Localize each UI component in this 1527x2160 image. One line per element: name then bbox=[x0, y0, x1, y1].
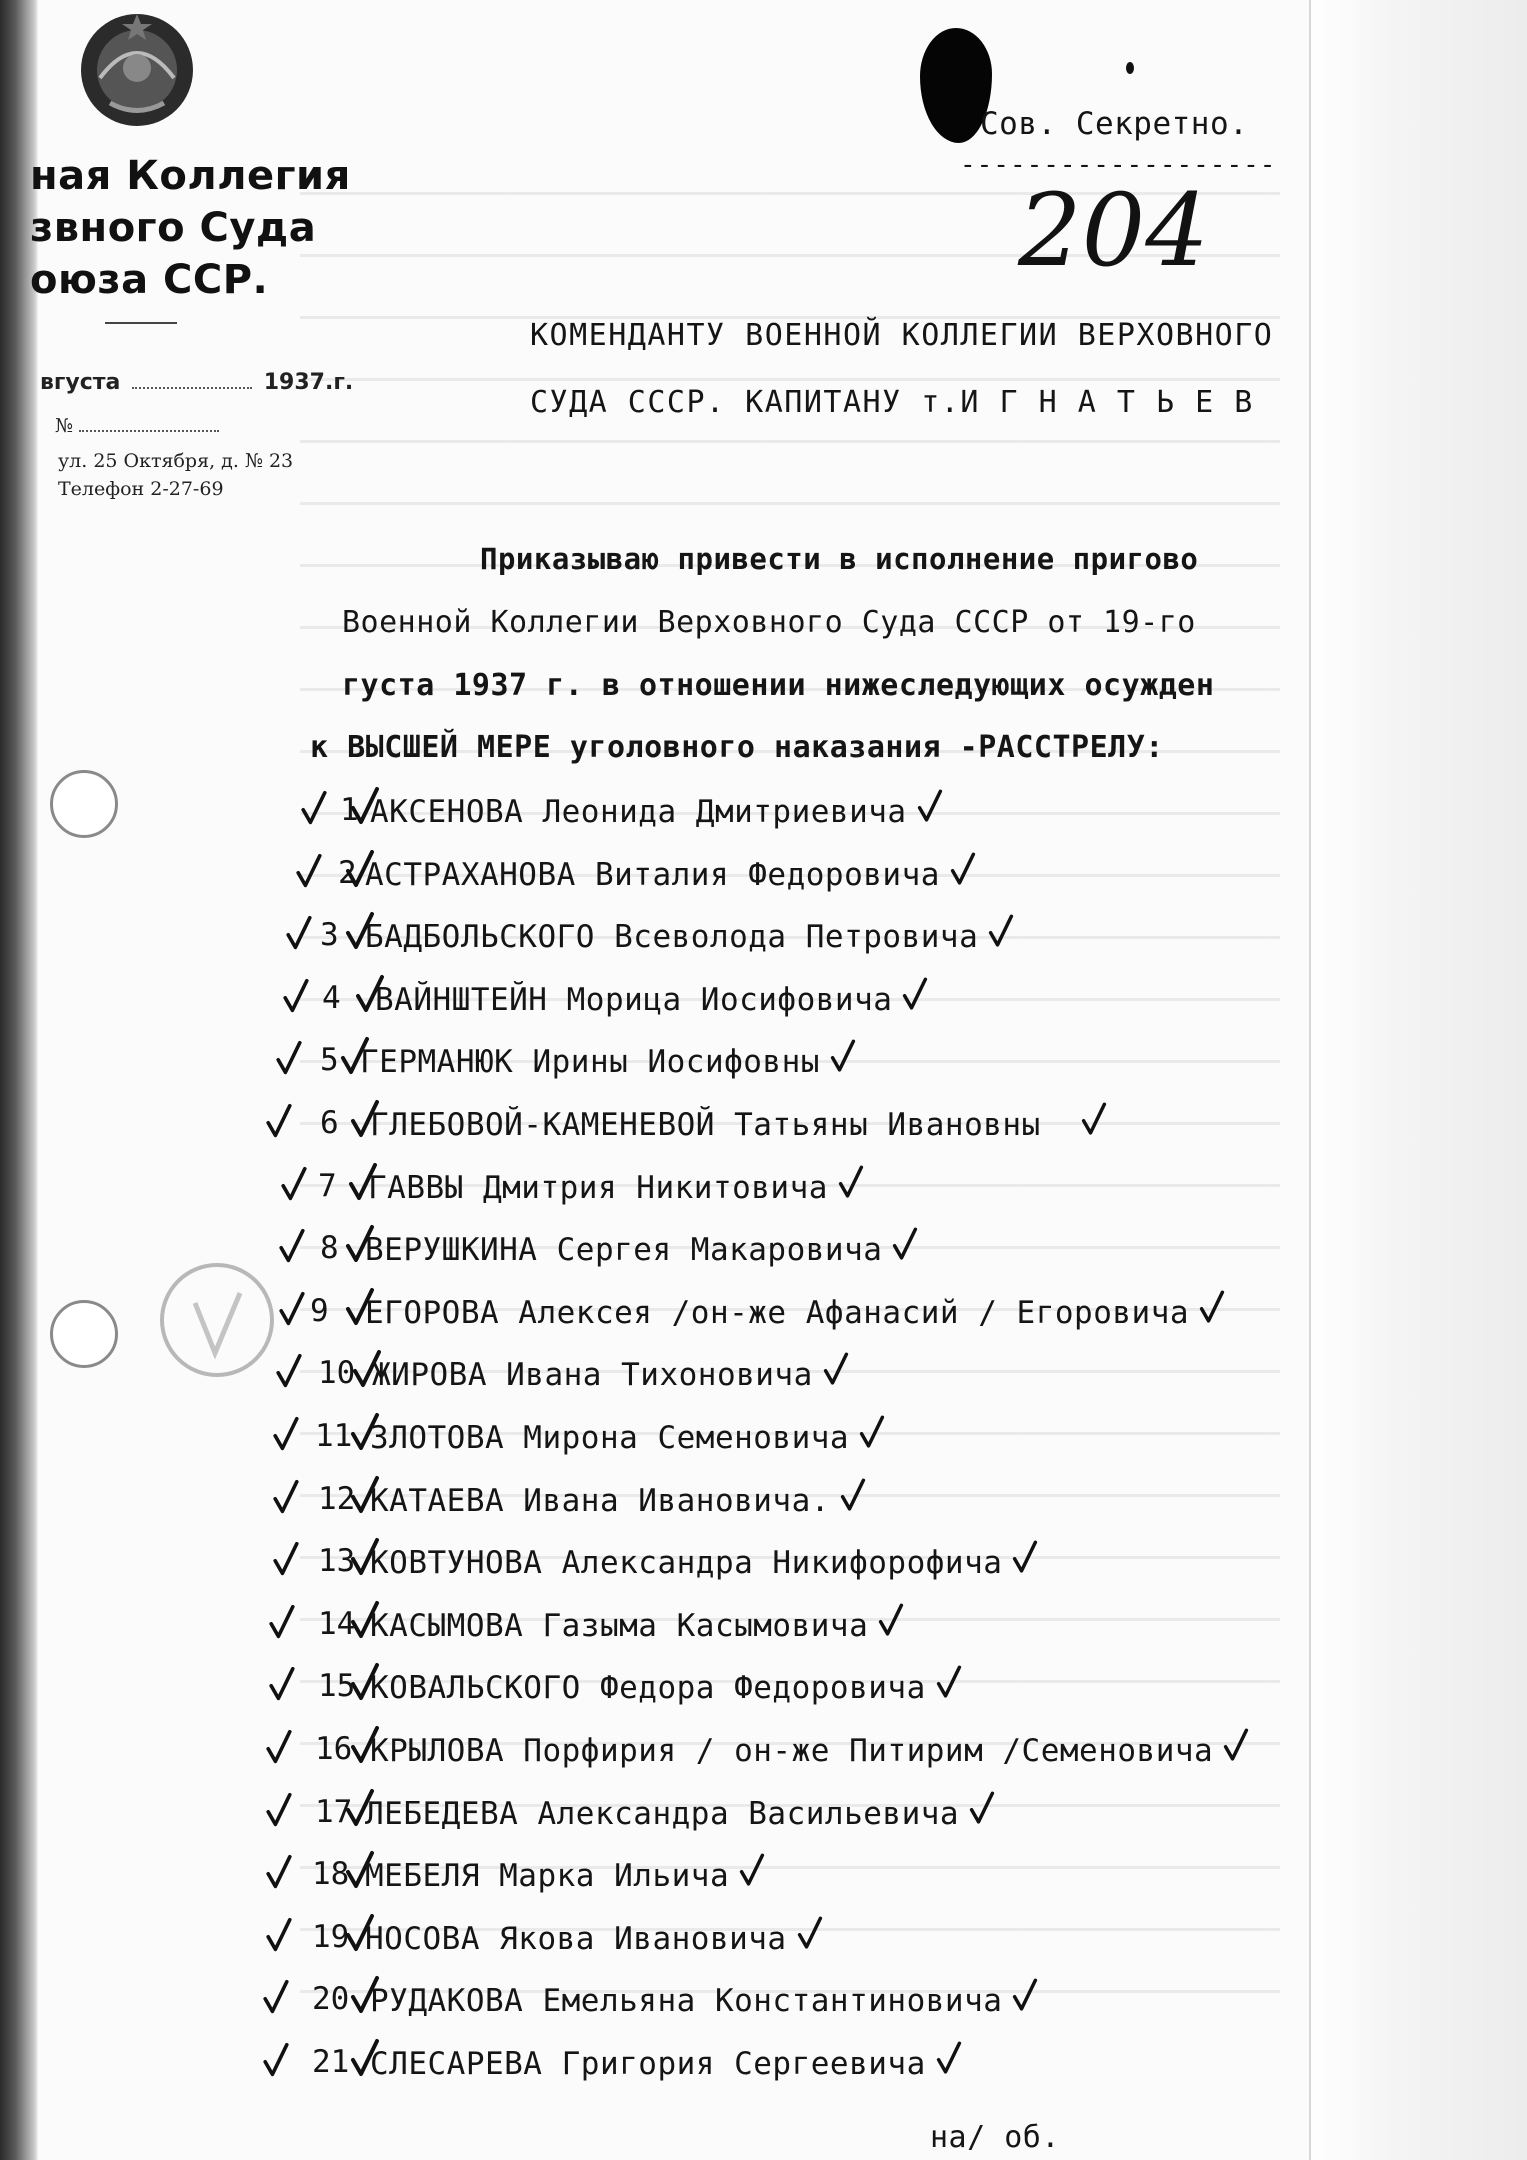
list-item-number: 21 bbox=[312, 2044, 350, 2080]
address: ул. 25 Октября, д. № 23 bbox=[58, 450, 294, 472]
list-item-name: ГЛЕБОВОЙ-КАМЕНЕВОЙ Татьяны Ивановны bbox=[370, 1107, 1041, 1143]
left-check-mark-icon bbox=[262, 1979, 290, 2015]
list-item-number: 10 bbox=[318, 1355, 356, 1391]
list-item-name: ЗЛОТОВА Мирона Семеновича bbox=[370, 1420, 850, 1456]
list-item-name: ВАЙНШТЕЙН Морица Иосифовича bbox=[375, 982, 893, 1018]
right-check-mark-icon bbox=[988, 913, 1014, 949]
left-check-mark-icon bbox=[262, 2042, 290, 2078]
right-check-mark-icon bbox=[936, 2040, 962, 2076]
right-check-mark-icon bbox=[917, 788, 943, 824]
list-item-name: КОВТУНОВА Александра Никифорофича bbox=[370, 1545, 1003, 1581]
list-item-name: РУДАКОВА Емельяна Константиновича bbox=[370, 1983, 1003, 2019]
left-check-mark-icon bbox=[272, 1416, 300, 1452]
right-check-mark-icon bbox=[1012, 1539, 1038, 1575]
right-check-mark-icon bbox=[830, 1038, 856, 1074]
right-check-mark-icon bbox=[1223, 1727, 1249, 1763]
left-check-mark-icon bbox=[265, 1917, 293, 1953]
addressee-line-1: КОМЕНДАНТУ ВОЕННОЙ КОЛЛЕГИИ ВЕРХОВНОГО bbox=[530, 318, 1274, 353]
list-item-number: 16 bbox=[315, 1731, 353, 1767]
list-item-number: 1 bbox=[340, 792, 359, 828]
left-check-mark-icon bbox=[280, 1166, 308, 1202]
list-item-name: КРЫЛОВА Порфирия / он-же Питирим /Семеновича bbox=[370, 1733, 1214, 1769]
faint-stamp bbox=[155, 1258, 280, 1383]
svg-text:204: 204 bbox=[1018, 172, 1209, 289]
letterhead-divider bbox=[105, 322, 177, 324]
list-item-number: 5 bbox=[320, 1042, 339, 1078]
right-check-mark-icon bbox=[838, 1164, 864, 1200]
left-check-mark-icon bbox=[265, 1854, 293, 1890]
date-label: вгуста 1937.г. bbox=[40, 370, 354, 395]
letterhead-line-2: звного Суда bbox=[30, 205, 317, 251]
left-check-mark-icon bbox=[275, 1353, 303, 1389]
list-item-name: АКСЕНОВА Леонида Дмитриевича bbox=[370, 794, 907, 830]
left-check-mark-icon bbox=[268, 1604, 296, 1640]
body-line-3: густа 1937 г. в отношении нижеследующих осужден bbox=[342, 668, 1215, 703]
right-check-mark-icon bbox=[797, 1915, 823, 1951]
right-check-mark-icon bbox=[969, 1790, 995, 1826]
list-item-name: ВЕРУШКИНА Сергея Макаровича bbox=[365, 1232, 883, 1268]
list-item-name: ГАВВЫ Дмитрия Никитовича bbox=[368, 1170, 828, 1206]
right-check-mark-icon bbox=[1081, 1101, 1107, 1137]
right-check-mark-icon bbox=[739, 1852, 765, 1888]
list-item-name: АСТРАХАНОВА Виталия Федоровича bbox=[365, 857, 940, 893]
list-item-name: ЕГОРОВА Алексея /он-же Афанасий / Егоровича bbox=[365, 1295, 1190, 1331]
list-item-name: КАСЫМОВА Газыма Касымовича bbox=[370, 1608, 869, 1644]
body-line-1: Приказываю привести в исполнение пригово bbox=[480, 542, 1199, 576]
list-item-number: 20 bbox=[312, 1981, 350, 2017]
list-item-name: КОВАЛЬСКОГО Федора Федоровича bbox=[370, 1670, 926, 1706]
list-item-number: 12 bbox=[318, 1481, 356, 1517]
list-item-number: 4 bbox=[322, 980, 341, 1016]
number-label: № bbox=[55, 415, 219, 437]
list-item-name: ГЕРМАНЮК Ирины Иосифовны bbox=[360, 1044, 820, 1080]
left-check-mark-icon bbox=[278, 1228, 306, 1264]
left-check-mark-icon bbox=[265, 1792, 293, 1828]
left-check-mark-icon bbox=[272, 1479, 300, 1515]
list-item-number: 9 bbox=[310, 1293, 329, 1329]
left-check-mark-icon bbox=[300, 790, 328, 826]
list-item-number: 14 bbox=[318, 1606, 356, 1642]
right-check-mark-icon bbox=[936, 1664, 962, 1700]
body-line-2: Военной Коллегии Верховного Суда СССР от 19-го bbox=[342, 605, 1196, 640]
right-check-mark-icon bbox=[950, 851, 976, 887]
right-check-mark-icon bbox=[859, 1414, 885, 1450]
letterhead bbox=[30, 150, 351, 306]
list-item-name: ЖИРОВА Ивана Тихоновича bbox=[372, 1357, 813, 1393]
list-item-number: 15 bbox=[318, 1668, 356, 1704]
scan-right-margin bbox=[1309, 0, 1527, 2160]
list-item-number: 13 bbox=[318, 1543, 356, 1579]
list-item-number: 6 bbox=[320, 1105, 339, 1141]
handwritten-number bbox=[1010, 160, 1209, 290]
right-check-mark-icon bbox=[902, 976, 928, 1012]
left-check-mark-icon bbox=[265, 1103, 293, 1139]
scan-left-edge-shadow bbox=[0, 0, 38, 2160]
list-item-name: НОСОВА Якова Ивановича bbox=[365, 1921, 787, 1957]
list-item-number: 18 bbox=[312, 1856, 350, 1892]
addressee-line-2: СУДА СССР. КАПИТАНУ т.И Г Н А Т Ь Е В bbox=[530, 385, 1254, 420]
list-item-number: 2 bbox=[338, 855, 357, 891]
body-line-4: к ВЫСШЕЙ МЕРЕ уголовного наказания -РАССТРЕЛУ: bbox=[310, 730, 1164, 765]
list-item-name: СЛЕСАРЕВА Григория Сергеевича bbox=[370, 2046, 926, 2082]
right-check-mark-icon bbox=[892, 1226, 918, 1262]
left-check-mark-icon bbox=[275, 1040, 303, 1076]
punch-hole bbox=[50, 1300, 118, 1368]
left-check-mark-icon bbox=[278, 1291, 306, 1327]
list-item-number: 3 bbox=[320, 917, 339, 953]
list-item-name: МЕБЕЛЯ Марка Ильича bbox=[365, 1858, 730, 1894]
list-item-number: 11 bbox=[315, 1418, 353, 1454]
right-check-mark-icon bbox=[1012, 1977, 1038, 2013]
classification-mark: Сов. Секретно. bbox=[980, 106, 1249, 142]
right-check-mark-icon bbox=[823, 1351, 849, 1387]
list-item-name: ЛЕБЕДЕВА Александра Васильевича bbox=[365, 1796, 960, 1832]
list-item-name: БАДБОЛЬСКОГО Всеволода Петровича bbox=[365, 919, 979, 955]
list-item-number: 7 bbox=[318, 1168, 337, 1204]
phone: Телефон 2-27-69 bbox=[58, 478, 224, 500]
right-check-mark-icon bbox=[878, 1602, 904, 1638]
left-check-mark-icon bbox=[272, 1541, 300, 1577]
left-check-mark-icon bbox=[282, 978, 310, 1014]
right-check-mark-icon bbox=[840, 1477, 866, 1513]
list-item-number: 8 bbox=[320, 1230, 339, 1266]
list-item-number: 19 bbox=[312, 1919, 350, 1955]
left-check-mark-icon bbox=[285, 915, 313, 951]
left-check-mark-icon bbox=[295, 853, 323, 889]
classification-rule: ------------------- bbox=[960, 150, 1277, 180]
list-item-name: КАТАЕВА Ивана Ивановича. bbox=[370, 1483, 830, 1519]
left-check-mark-icon bbox=[268, 1666, 296, 1702]
letterhead-line-1: ная Коллегия bbox=[30, 153, 351, 199]
right-check-mark-icon bbox=[1199, 1289, 1225, 1325]
punch-hole bbox=[50, 770, 118, 838]
letterhead-line-3: оюза ССР. bbox=[30, 257, 269, 303]
list-item-number: 17 bbox=[315, 1794, 353, 1830]
ink-dot bbox=[1126, 62, 1134, 74]
page-continuation-note: на/ об. bbox=[930, 2120, 1060, 2155]
left-check-mark-icon bbox=[265, 1729, 293, 1765]
